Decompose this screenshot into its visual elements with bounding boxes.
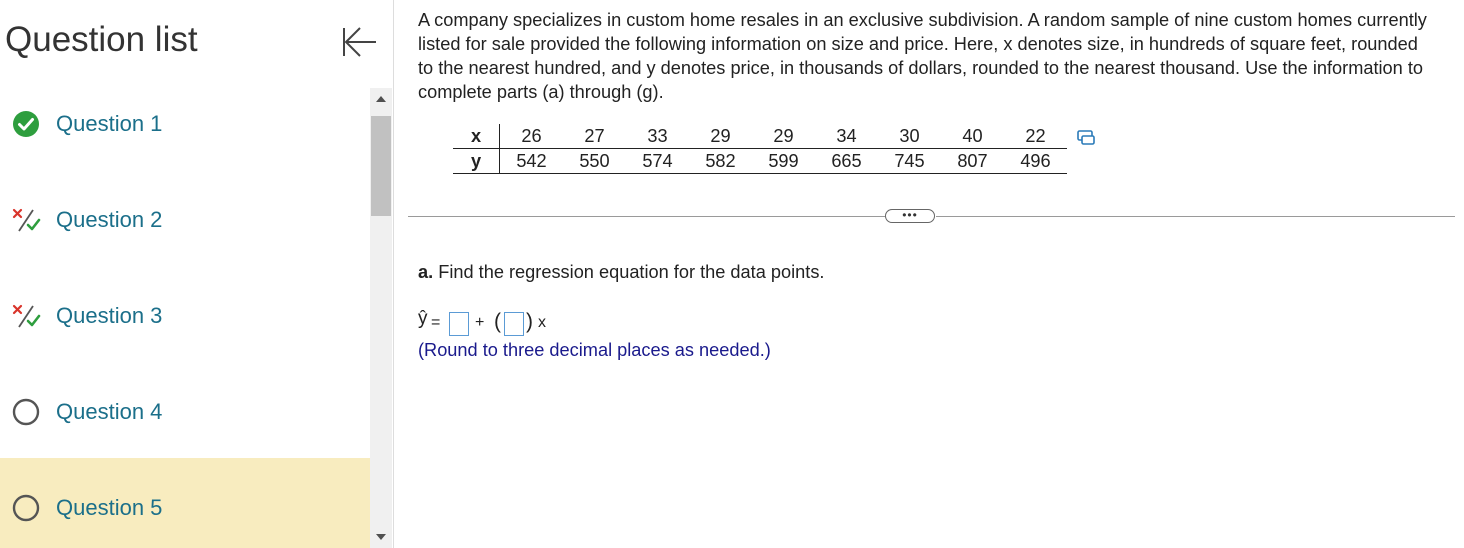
open-paren: (: [494, 310, 501, 333]
question-list-sidebar: [0, 0, 370, 548]
partial-credit-icon: [11, 206, 41, 234]
empty-circle-icon: [11, 398, 41, 426]
part-label: a.: [418, 262, 434, 282]
table-cell: 29: [689, 124, 752, 149]
part-a-text: Find the regression equation for the data points.: [438, 262, 825, 282]
intercept-input[interactable]: [449, 312, 469, 336]
scroll-down-arrow-icon[interactable]: [370, 526, 392, 548]
show-more-button[interactable]: •••: [885, 209, 935, 223]
equals-sign: =: [431, 314, 441, 331]
table-cell: 33: [626, 124, 689, 149]
part-a-prompt: [418, 262, 824, 283]
rounding-hint: (Round to three decimal places as needed.): [418, 340, 771, 360]
table-cell: 496: [1004, 149, 1067, 174]
sidebar-title: Question list: [5, 20, 198, 59]
copy-table-icon[interactable]: [1076, 129, 1096, 147]
table-cell: 582: [689, 149, 752, 174]
x-symbol: x: [538, 314, 546, 331]
table-row: [453, 149, 1067, 174]
section-divider: [408, 216, 885, 217]
table-row: [453, 124, 1067, 149]
question-label: Question 3: [56, 303, 163, 328]
table-cell: 807: [941, 149, 1004, 174]
scroll-up-arrow-icon[interactable]: [370, 88, 392, 110]
question-list-item-4[interactable]: [0, 365, 370, 455]
sidebar-scrollbar[interactable]: [370, 88, 392, 548]
table-cell: 665: [815, 149, 878, 174]
question-label: Question 4: [56, 399, 163, 424]
table-cell: 34: [815, 124, 878, 149]
data-table: [453, 124, 1067, 174]
table-cell: 550: [563, 149, 626, 174]
collapse-left-icon[interactable]: [336, 22, 380, 62]
table-cell: 26: [500, 124, 564, 149]
question-list-item-3[interactable]: [0, 269, 370, 359]
question-label: Question 2: [56, 207, 163, 232]
empty-circle-icon: [11, 494, 41, 522]
scrollbar-thumb[interactable]: [371, 116, 391, 216]
y-hat-symbol: ŷ: [418, 308, 428, 329]
table-cell: 542: [500, 149, 564, 174]
close-paren: ): [526, 310, 533, 333]
table-cell: 30: [878, 124, 941, 149]
table-cell: 22: [1004, 124, 1067, 149]
row-header-x: x: [453, 124, 500, 149]
table-cell: 574: [626, 149, 689, 174]
table-cell: 599: [752, 149, 815, 174]
question-list-item-1[interactable]: [0, 77, 370, 167]
plus-sign: +: [475, 314, 485, 331]
question-label: Question 1: [56, 111, 163, 136]
row-header-y: y: [453, 149, 500, 174]
table-cell: 745: [878, 149, 941, 174]
section-divider: [936, 216, 1455, 217]
question-list-item-5[interactable]: [0, 458, 370, 548]
sidebar-divider: [393, 0, 394, 548]
table-cell: 29: [752, 124, 815, 149]
question-list-item-2[interactable]: [0, 173, 370, 263]
table-cell: 40: [941, 124, 1004, 149]
table-cell: 27: [563, 124, 626, 149]
question-label: Question 5: [56, 495, 163, 520]
partial-credit-icon: [11, 302, 41, 330]
slope-input[interactable]: [504, 312, 524, 336]
problem-statement: A company specializes in custom home resales in an exclusive subdivision. A random sample of nine custom homes currently listed for sale provided the following information on size and price. Here, x denotes size, in hundreds of square feet, rounded to the nearest hundred, and y denotes price, in thousands of dollars, rounded to the nearest thousand. Use the information to complete parts (a) through (g).: [418, 10, 1427, 102]
check-circle-icon: [11, 110, 41, 138]
